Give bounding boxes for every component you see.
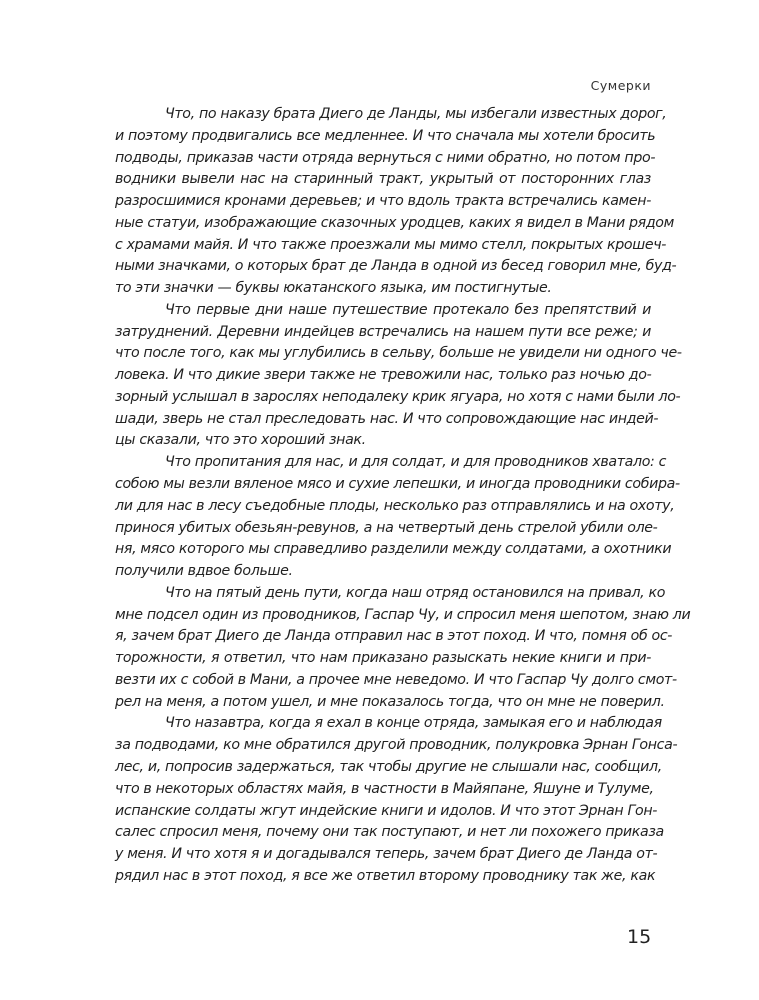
text-line: затруднений. Деревни индейцев встречались на нашем пути все реже; и — [115, 323, 651, 340]
paragraph — [115, 713, 678, 887]
body-text — [115, 104, 691, 888]
page-number: 15 — [627, 926, 652, 948]
text-line: разросшимися кронами деревьев; и что вдоль тракта встречались камен- — [115, 193, 651, 210]
text-line: Что, по наказу брата Диего де Ланды, мы избегали известных дорог, — [165, 106, 667, 122]
running-head: Сумерки — [590, 78, 651, 93]
text-line: рел на меня, а потом ушел, и мне показалось тогда, что он мне не поверил. — [115, 693, 665, 710]
text-line: водники вывели нас на старинный тракт, укрытый от посторонних глаз — [115, 171, 651, 188]
text-line: ловека. И что дикие звери также не тревожили нас, только раз ночью до- — [115, 367, 652, 384]
text-line: за подводами, ко мне обратился другой проводник, полукровка Эрнан Гонса- — [115, 737, 678, 754]
text-line: я, зачем брат Диего де Ланда отправил нас в этот поход. И что, помня об ос- — [115, 628, 673, 645]
text-line: что в некоторых областях майя, в частности в Майяпане, Яшуне и Тулуме, — [115, 780, 654, 797]
text-line: Что пропитания для нас, и для солдат, и для проводников хватало: с — [165, 454, 667, 471]
text-line: шади, зверь не стал преследовать нас. И что сопровождающие нас индей- — [115, 410, 659, 427]
text-line: ли для нас в лесу съедобные плоды, несколько раз отправлялись и на охоту, — [115, 497, 675, 514]
text-line: Что назавтра, когда я ехал в конце отряда, замыкая его и наблюдая — [165, 715, 662, 732]
text-line: зорный услышал в зарослях неподалеку крик ягуара, но хотя с нами были ло- — [115, 388, 681, 405]
text-line: лес, и, попросив задержаться, так чтобы другие не слышали нас, сообщил, — [115, 758, 662, 775]
paragraph — [115, 104, 677, 300]
text-line: ня, мясо которого мы справедливо разделили между солдатами, а охотники — [115, 541, 672, 558]
text-line: цы сказали, что это хороший знак. — [115, 432, 366, 449]
text-line: везти их с собой в Мани, а прочее мне неведомо. И что Гаспар Чу долго смот- — [115, 671, 677, 688]
text-line: салес спросил меня, почему они так поступают, и нет ли похожего приказа — [115, 824, 664, 841]
paragraph — [115, 583, 691, 714]
text-line: ными значками, о которых брат де Ланда в одной из бесед говорил мне, буд- — [115, 258, 677, 275]
text-line: Что на пятый день пути, когда наш отряд остановился на привал, ко — [165, 584, 666, 601]
text-line: подводы, приказав части отряда вернуться с ними обратно, но потом про- — [115, 149, 656, 166]
paragraph — [115, 452, 680, 583]
text-line: мне подсел один из проводников, Гаспар Чу, и спросил меня шепотом, знаю ли — [115, 606, 691, 623]
text-line: что после того, как мы углубились в сельву, больше не увидели ни одного че- — [115, 345, 682, 362]
text-line: собою мы везли вяленое мясо и сухие лепешки, и иногда проводники собира- — [115, 476, 680, 493]
text-line: и поэтому продвигались все медленнее. И что сначала мы хотели бросить — [115, 127, 656, 144]
text-line: у меня. И что хотя я и догадывался теперь, зачем брат Диего де Ланда от- — [115, 846, 658, 863]
text-line: с храмами майя. И что также проезжали мы мимо стелл, покрытых крошеч- — [115, 236, 667, 253]
text-line: Что первые дни наше путешествие протекало без препятствий и — [165, 301, 651, 318]
text-line: рядил нас в этот поход, я все же ответил второму проводнику так же, как — [115, 867, 656, 884]
text-line: то эти значки — буквы юкатанского языка, им постигнутые. — [115, 280, 552, 297]
text-line: торожности, я ответил, что нам приказано разыскать некие книги и при- — [115, 650, 651, 667]
text-line: принося убитых обезьян-ревунов, а на четвертый день стрелой убили оле- — [115, 519, 658, 536]
paragraph — [115, 300, 682, 452]
text-line: получили вдвое больше. — [115, 563, 293, 580]
text-line: испанские солдаты жгут индейские книги и идолов. И что этот Эрнан Гон- — [115, 802, 658, 819]
text-line: ные статуи, изображающие сказочных уродцев, каких я видел в Мани рядом — [115, 214, 674, 231]
